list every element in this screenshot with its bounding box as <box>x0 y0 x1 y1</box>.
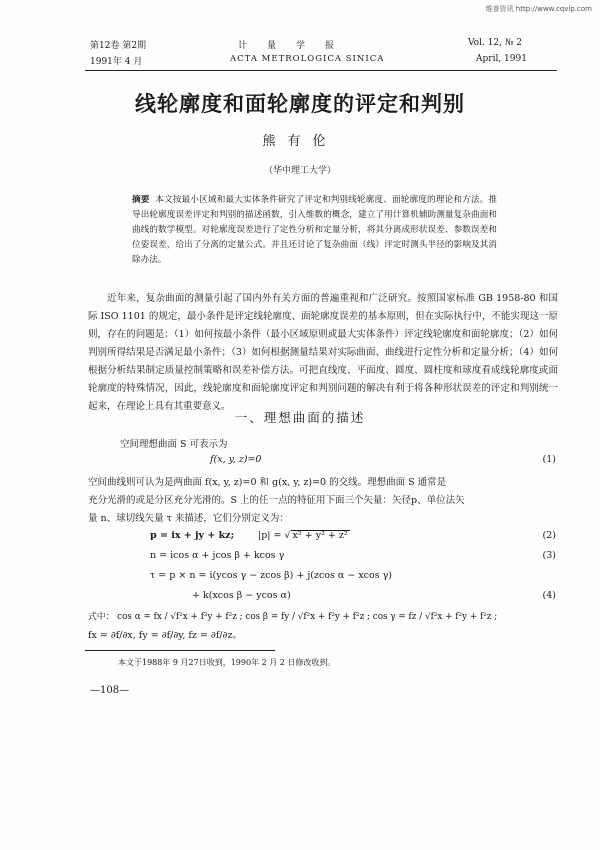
page-number: —108— <box>90 685 130 696</box>
header-date-en: April, 1991 <box>476 54 527 64</box>
equation-2-mid <box>258 530 350 541</box>
section-text: 空间曲线则可认为是两曲面 f(x, y, z)=0 和 g(x, y, z)=0 的交线。理想曲面 S 通常是 <box>88 477 447 488</box>
equation-4b: + k(xcos β − ycos α) <box>192 590 291 601</box>
intro-paragraph: 近年来，复杂曲面的测量引起了国内外有关方面的普遍重视和广泛研究。按照国家标准 GB 1958-80 和国际 ISO 1101 的规定，最小条件是评定线轮廓度、面轮廓度误差的基本原则，但在实际执行中，不能实现这一原则，存在的问题是：（1）如何按最小条件（最小区域原则或最大实体条件）评定线轮廓度和面轮廓度；（2）如何判别所得结果是否满足最小条件；（3）如何根据测量结果对实际曲面、曲线进行定性分析和定量分析；（4）如何根据分析结果制定质量控制策略和误差补偿方法。可把直线度、平面度、圆度、圆柱度和球度看成线轮廓度或面轮廓度的特殊情况，因此，线轮廓度和面轮廓度评定和判别问题的解决有利于将各种形状误差的评定和判别统一起来，在理论上具有其重要意义。 <box>88 293 558 412</box>
where-line: 式中： cos α = fx / √f²x + f²y + f²z ; cos β = fy / √f²x + f²y + f²z ; cos γ = fz / √f²x + f²y + f²z ; <box>88 612 498 622</box>
abstract <box>132 193 497 268</box>
section-text: 空间理想曲面 S 可表示为 <box>120 439 228 450</box>
abstract-text: 本文按最小区域和最大实体条件研究了评定和判别线轮廓度、面轮廓度的理论和方法。推导出轮廓度误差评定和判别的描述函数，引入维数的概念，建立了用计算机辅助测量复杂曲面和曲线的数学模型。对轮廓度误差进行了定性分析和定量分析，将其分离成形状误差、参数误差和位姿误差，给出了分离的定量公式。并且还讨论了复杂曲面（线）评定时测头半径的影响及其消除办法。 <box>132 195 497 265</box>
header-rule <box>85 70 557 71</box>
section-text: 充分光滑的或是分区充分光滑的。S 上的任一点的特征用下面三个矢量：矢径p、单位法矢 <box>88 495 465 506</box>
section-text: 量 n、球切线矢量 τ 来描述，它们分别定义为： <box>88 513 289 524</box>
affiliation: （华中理工大学） <box>263 166 336 176</box>
abstract-label: 摘要 <box>132 195 150 205</box>
equation-2-number: (2) <box>542 530 556 541</box>
header-volume-en: Vol. 12, № 2 <box>468 38 522 48</box>
equation-2-norm: |p| = √ <box>258 530 291 541</box>
header-date: 1991年 4 月 <box>90 57 143 67</box>
equation-1-number: (1) <box>542 454 556 465</box>
equation-3: n = icos α + jcos β + kcos γ <box>150 550 285 561</box>
journal-title-cn: 计量学报 <box>238 41 355 51</box>
paper-title: 线轮廓度和面轮廓度的评定和判别 <box>135 91 465 116</box>
author: 熊有伦 <box>262 134 338 149</box>
journal-title-en: ACTA METROLOGICA SINICA <box>230 54 385 64</box>
where-line-2: fx = ∂f/∂x, fy = ∂f/∂y, fz = ∂f/∂z。 <box>88 630 242 641</box>
header-volume: 第12卷 第2期 <box>90 41 147 51</box>
equation-3-number: (3) <box>542 550 556 561</box>
watermark: 维普资讯 http://www.cqvip.com <box>485 5 592 13</box>
equation-2-left: p = ix + jy + kz; <box>150 530 235 541</box>
equation-2-radicand: x² + y² + z² <box>292 530 348 541</box>
footnote-rule <box>85 650 275 651</box>
equation-4-number: (4) <box>542 590 556 601</box>
footnote: 本文于1988年 9 月27日收到，1990年 2 月 2 日修改收到。 <box>118 658 336 667</box>
equation-1: f(x, y, z)=0 <box>210 454 262 465</box>
section-heading: 一、理想曲面的描述 <box>234 410 366 425</box>
equation-4a: τ = p × n = i(ycos γ − zcos β) + j(zcos α − xcos γ) <box>150 570 392 581</box>
